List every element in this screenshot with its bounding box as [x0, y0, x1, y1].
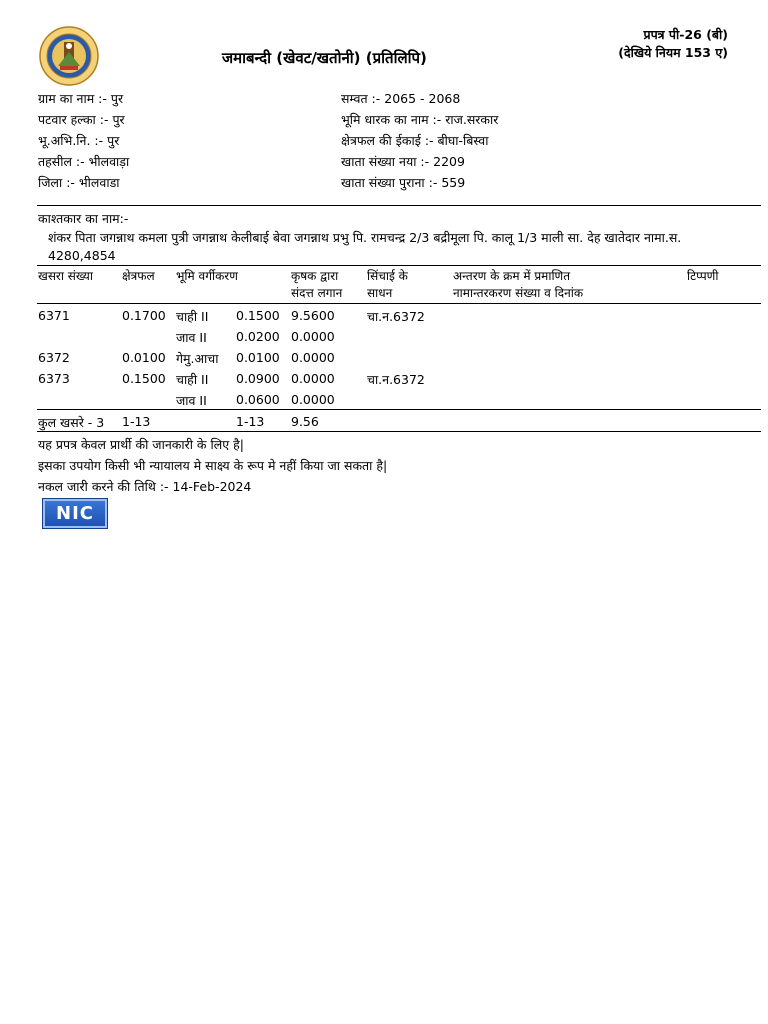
table-top-border [37, 265, 761, 266]
table-cell-rent: 9.5600 [291, 308, 335, 323]
cultivator-names: शंकर पिता जगन्नाथ कमला पुत्री जगन्नाथ केलीबाई बेवा जगन्नाथ प्रभु पि. रामचन्द्र 2/3 बद्रीमूला पि. कालू 1/3 माली सा. देह खातेदार नामा.स. 4280,4854 [48, 230, 682, 263]
table-cell-irrigation: चा.न.6372 [367, 372, 425, 387]
account-number-new: खाता संख्या नया :- 2209 [341, 154, 465, 169]
samvat: सम्वत :- 2065 - 2068 [341, 91, 461, 106]
total-class-area: 1-13 [236, 414, 265, 429]
tehsil: तहसील :- भीलवाड़ा [38, 154, 130, 169]
patwar-halka: पटवार हल्का :- पुर [38, 112, 125, 127]
header-irrigation-2: साधन [367, 286, 393, 300]
table-cell-rent: 0.0000 [291, 329, 335, 344]
table-cell-class: जाव II [176, 393, 207, 408]
form-rule: (देखिये नियम 153 ए) [618, 45, 728, 60]
total-khasra-label: कुल खसरे - 3 [38, 415, 105, 430]
land-record-inspector: भू.अभि.नि. :- पुर [38, 133, 120, 148]
table-cell-class: गेमु.आचा [176, 351, 219, 366]
header-classification: भूमि वर्गीकरण [176, 269, 238, 283]
rajasthan-emblem-logo [38, 26, 100, 86]
table-cell-class-area: 0.0200 [236, 329, 280, 344]
cultivator-label: काश्तकार का नाम:- [38, 211, 129, 226]
legal-note: इसका उपयोग किसी भी न्यायालय मे साक्ष्य के रूप मे नहीं किया जा सकता है| [38, 458, 388, 473]
table-cell-rent: 0.0000 [291, 371, 335, 386]
issue-date: नकल जारी करने की तिथि :- 14-Feb-2024 [38, 479, 252, 494]
village-name: ग्राम का नाम :- पुर [38, 91, 124, 106]
table-cell-area: 0.1500 [122, 371, 166, 386]
table-cell-class-area: 0.0100 [236, 350, 280, 365]
land-holder-name: भूमि धारक का नाम :- राज.सरकार [341, 112, 499, 127]
table-cell-rent: 0.0000 [291, 350, 335, 365]
document-title: जमाबन्दी (खेवट/खतोनी) (प्रतिलिपि) [222, 49, 427, 67]
form-number: प्रपत्र पी-26 (बी) [643, 27, 728, 42]
table-total-border [37, 409, 761, 410]
header-irrigation-1: सिंचाई के [367, 269, 408, 283]
total-rent: 9.56 [291, 414, 319, 429]
table-header-border [37, 303, 761, 304]
table-bottom-border [37, 431, 761, 432]
table-cell-khasra: 6372 [38, 350, 70, 365]
header-rent-1: कृषक द्वारा [291, 269, 339, 283]
disclaimer-note: यह प्रपत्र केवल प्रार्थी की जानकारी के लिए है| [38, 437, 244, 452]
nic-logo: NIC [42, 498, 108, 529]
table-cell-class-area: 0.1500 [236, 308, 280, 323]
table-cell-class: जाव II [176, 330, 207, 345]
table-cell-irrigation: चा.न.6372 [367, 309, 425, 324]
table-cell-class: चाही II [176, 309, 209, 324]
table-cell-khasra: 6373 [38, 371, 70, 386]
area-unit: क्षेत्रफल की ईकाई :- बीघा-बिस्वा [341, 133, 489, 148]
header-transfer-1: अन्तरण के क्रम में प्रमाणित [453, 269, 571, 283]
header-rent-2: संदत्त लगान [291, 286, 343, 300]
table-cell-rent: 0.0000 [291, 392, 335, 407]
account-number-old: खाता संख्या पुराना :- 559 [341, 175, 466, 190]
table-cell-class-area: 0.0900 [236, 371, 280, 386]
total-area: 1-13 [122, 414, 151, 429]
header-khasra: खसरा संख्या [38, 269, 93, 283]
divider [37, 205, 761, 206]
district: जिला :- भीलवाडा [38, 175, 120, 190]
table-cell-area: 0.1700 [122, 308, 166, 323]
table-cell-khasra: 6371 [38, 308, 70, 323]
table-cell-class: चाही II [176, 372, 209, 387]
table-cell-area: 0.0100 [122, 350, 166, 365]
header-remarks: टिप्पणी [687, 269, 719, 283]
header-area: क्षेत्रफल [122, 269, 155, 283]
table-cell-class-area: 0.0600 [236, 392, 280, 407]
header-transfer-2: नामान्तरकरण संख्या व दिनांक [453, 286, 584, 300]
